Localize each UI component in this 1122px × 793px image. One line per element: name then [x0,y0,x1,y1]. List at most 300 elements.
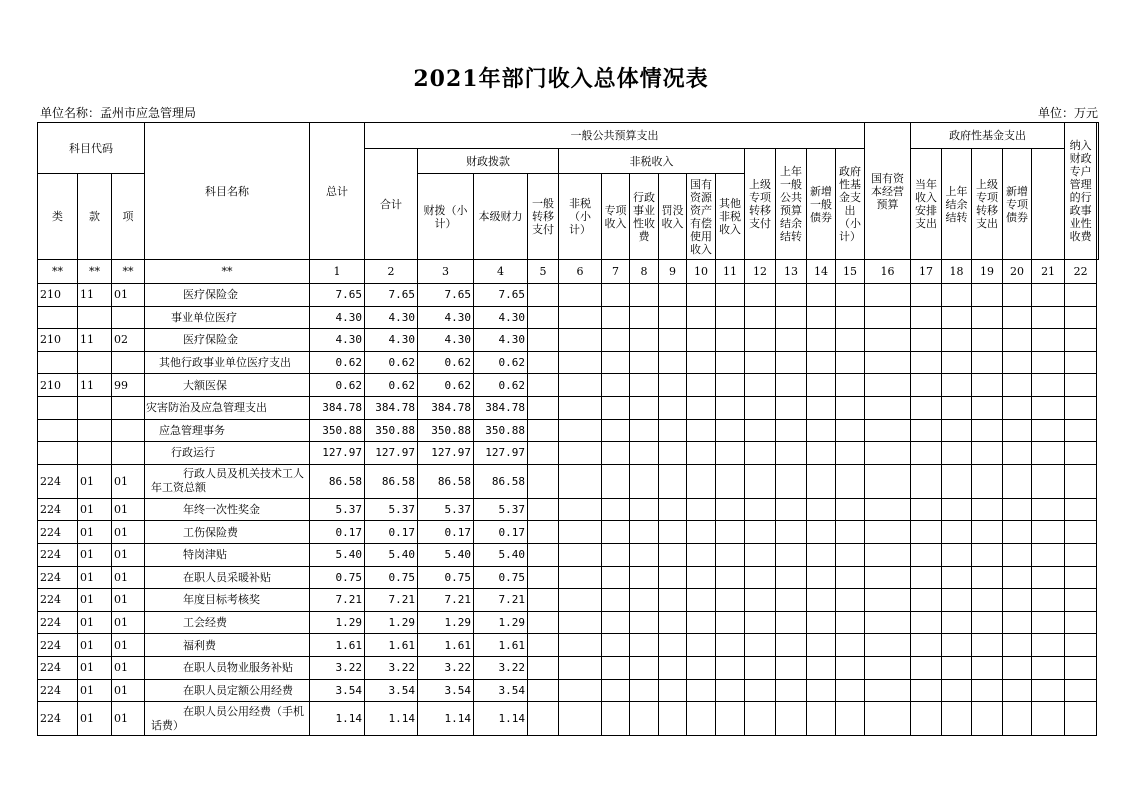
header-last-year-balance: 上年一般公共预算结余结转 [776,149,807,260]
cell-subtotal: 1.29 [365,611,418,634]
cell-subject-name: 年度目标考核奖 [145,589,310,612]
cell-total: 4.30 [310,329,365,352]
cell-empty [911,419,942,442]
cell-empty [687,566,716,589]
index-cell: 15 [836,260,865,284]
cell-empty [972,396,1003,419]
cell-subtotal: 3.54 [365,679,418,702]
cell-empty [1032,634,1065,657]
cell-empty [687,442,716,465]
cell-empty [1032,464,1065,498]
cell-kuan: 01 [78,656,112,679]
index-cell: ** [78,260,112,284]
table-row [38,442,1099,465]
cell-total: 7.65 [310,284,365,307]
cell-empty [807,589,836,612]
cell-empty [745,656,776,679]
cell-empty [745,702,776,736]
cell-empty [716,498,745,521]
header-state-capital: 国有资本经营预算 [865,123,911,260]
index-cell: 8 [630,260,659,284]
cell-lei [38,351,78,374]
cell-empty [716,521,745,544]
cell-empty [807,464,836,498]
table-row [38,656,1099,679]
header-nontax-sub: 非税（小计） [559,174,602,260]
cell-empty [1032,702,1065,736]
cell-empty [972,679,1003,702]
cell-lei: 210 [38,329,78,352]
cell-total: 0.62 [310,374,365,397]
cell-empty [1065,702,1097,736]
cell-xiang: 01 [112,543,145,566]
cell-kuan: 11 [78,284,112,307]
cell-empty [1065,589,1097,612]
cell-subject-name: 福利费 [145,634,310,657]
cell-empty [807,634,836,657]
cell-empty [687,679,716,702]
cell-empty [1032,329,1065,352]
cell-empty [659,419,687,442]
cell-empty [865,566,911,589]
cell-empty [972,442,1003,465]
cell-empty [745,419,776,442]
cell-empty [745,442,776,465]
cell-empty [745,611,776,634]
header-subtotal: 合计 [365,149,418,260]
cell-empty [972,284,1003,307]
index-cell: ** [112,260,145,284]
cell-subject-name: 其他行政事业单位医疗支出 [145,351,310,374]
cell-empty [687,419,716,442]
cell-empty [1003,351,1032,374]
cell-empty [1003,306,1032,329]
cell-subtotal: 0.17 [365,521,418,544]
cell-total: 1.61 [310,634,365,657]
header-fiscal-sub: 财拨（小计） [418,174,474,260]
cell-total: 3.54 [310,679,365,702]
cell-empty [807,329,836,352]
cell-empty [776,543,807,566]
index-cell: 4 [474,260,528,284]
cell-empty [807,396,836,419]
cell-empty [911,284,942,307]
cell-empty [972,611,1003,634]
cell-empty [687,329,716,352]
cell-empty [659,611,687,634]
page-title: 2021年部门收入总体情况表 [413,66,709,92]
cell-empty [559,374,602,397]
cell-empty [716,634,745,657]
cell-empty [942,543,972,566]
cell-empty [630,419,659,442]
index-cell: 21 [1032,260,1065,284]
cell-empty [716,679,745,702]
cell-empty [776,498,807,521]
cell-empty [659,464,687,498]
cell-empty [836,498,865,521]
cell-empty [836,351,865,374]
cell-empty [630,284,659,307]
cell-empty [1032,498,1065,521]
table-row [38,566,1099,589]
cell-lei: 224 [38,498,78,521]
cell-subject-name: 事业单位医疗 [145,306,310,329]
cell-empty [687,351,716,374]
cell-xiang [112,419,145,442]
cell-fiscal-sub: 5.40 [418,543,474,566]
cell-empty [559,419,602,442]
cell-empty [1003,419,1032,442]
cell-empty [807,306,836,329]
cell-subtotal: 5.37 [365,498,418,521]
cell-empty [630,464,659,498]
index-row [38,260,1099,284]
header-new-bonds: 新增一般债券 [807,149,836,260]
cell-empty [1065,351,1097,374]
header-local-fin: 本级财力 [474,174,528,260]
cell-empty [559,306,602,329]
cell-empty [630,351,659,374]
cell-empty [911,442,942,465]
cell-subtotal: 350.88 [365,419,418,442]
cell-lei: 224 [38,634,78,657]
cell-total: 384.78 [310,396,365,419]
cell-empty [776,396,807,419]
cell-empty [942,498,972,521]
cell-empty [1032,589,1065,612]
cell-empty [659,566,687,589]
cell-subject-name: 工会经费 [145,611,310,634]
cell-empty [745,589,776,612]
cell-empty [630,656,659,679]
cell-empty [776,634,807,657]
cell-empty [942,351,972,374]
cell-xiang: 01 [112,611,145,634]
header-total: 总计 [310,123,365,260]
cell-empty [602,442,630,465]
cell-empty [1003,679,1032,702]
cell-empty [1003,521,1032,544]
cell-kuan: 01 [78,634,112,657]
cell-empty [776,589,807,612]
cell-empty [942,464,972,498]
cell-empty [687,284,716,307]
cell-empty [687,656,716,679]
cell-subject-name: 应急管理事务 [145,419,310,442]
cell-empty [630,442,659,465]
cell-empty [559,543,602,566]
cell-lei: 210 [38,284,78,307]
cell-total: 127.97 [310,442,365,465]
cell-empty [807,284,836,307]
cell-empty [776,306,807,329]
cell-empty [942,521,972,544]
cell-empty [972,589,1003,612]
cell-empty [602,498,630,521]
header-xiang: 项 [112,174,145,260]
cell-empty [630,679,659,702]
cell-empty [716,464,745,498]
cell-empty [745,351,776,374]
cell-empty [942,679,972,702]
cell-empty [528,498,559,521]
cell-empty [602,679,630,702]
cell-empty [559,702,602,736]
index-cell: 11 [716,260,745,284]
cell-empty [1065,306,1097,329]
cell-empty [776,611,807,634]
cell-empty [972,351,1003,374]
cell-empty [745,543,776,566]
cell-fiscal-sub: 127.97 [418,442,474,465]
cell-empty [659,543,687,566]
cell-empty [716,329,745,352]
cell-empty [865,396,911,419]
cell-empty [528,543,559,566]
cell-empty [865,442,911,465]
cell-empty [630,702,659,736]
cell-empty [1003,566,1032,589]
cell-local-fin: 4.30 [474,306,528,329]
cell-empty [687,396,716,419]
cell-subtotal: 1.14 [365,702,418,736]
cell-empty [602,374,630,397]
index-cell: 3 [418,260,474,284]
cell-empty [1032,396,1065,419]
cell-empty [836,419,865,442]
cell-empty [1003,396,1032,419]
cell-empty [1032,679,1065,702]
cell-empty [1032,284,1065,307]
cell-empty [659,656,687,679]
cell-empty [1065,498,1097,521]
cell-local-fin: 5.37 [474,498,528,521]
cell-empty [942,329,972,352]
cell-empty [559,351,602,374]
table-row [38,611,1099,634]
table-row [38,396,1099,419]
cell-empty [836,464,865,498]
cell-empty [911,521,942,544]
cell-xiang: 01 [112,498,145,521]
cell-fiscal-sub: 0.75 [418,566,474,589]
cell-local-fin: 0.62 [474,351,528,374]
cell-empty [602,329,630,352]
cell-local-fin: 0.17 [474,521,528,544]
cell-empty [911,589,942,612]
cell-empty [1032,566,1065,589]
cell-empty [972,566,1003,589]
cell-empty [559,498,602,521]
cell-empty [602,611,630,634]
cell-empty [630,589,659,612]
cell-local-fin: 127.97 [474,442,528,465]
cell-total: 1.14 [310,702,365,736]
cell-fiscal-sub: 7.65 [418,284,474,307]
cell-empty [865,306,911,329]
cell-total: 0.62 [310,351,365,374]
cell-empty [602,396,630,419]
cell-empty [745,284,776,307]
cell-empty [1032,656,1065,679]
cell-empty [836,634,865,657]
cell-empty [776,374,807,397]
cell-empty [659,498,687,521]
cell-empty [1065,329,1097,352]
cell-empty [745,306,776,329]
index-cell: 16 [865,260,911,284]
header-admin-fee: 行政事业性收费 [630,174,659,260]
cell-empty [836,521,865,544]
header-special-account: 纳入财政专户管理的行政事业性收费 [1065,123,1097,260]
cell-fiscal-sub: 3.22 [418,656,474,679]
cell-empty [687,498,716,521]
cell-empty [1032,521,1065,544]
cell-empty [745,396,776,419]
header-nontax-income: 非税收入 [559,149,745,174]
cell-fiscal-sub: 384.78 [418,396,474,419]
table-row [38,374,1099,397]
cell-lei: 224 [38,679,78,702]
cell-empty [942,656,972,679]
cell-fiscal-sub: 0.62 [418,374,474,397]
cell-empty [687,374,716,397]
cell-empty [807,679,836,702]
cell-empty [745,464,776,498]
cell-empty [602,656,630,679]
cell-lei [38,442,78,465]
cell-local-fin: 350.88 [474,419,528,442]
index-cell: 5 [528,260,559,284]
cell-subject-name: 医疗保险金 [145,329,310,352]
header-upper-special: 上级专项转移支出 [972,149,1003,260]
cell-empty [1003,464,1032,498]
table-row [38,521,1099,544]
cell-subject-name: 在职人员公用经费（手机话费） [145,702,310,736]
header-subject-name: 科目名称 [145,123,310,260]
cell-empty [807,419,836,442]
cell-empty [1065,442,1097,465]
cell-empty [716,374,745,397]
cell-empty [602,419,630,442]
cell-subtotal: 0.62 [365,374,418,397]
header-fines: 罚没收入 [659,174,687,260]
header-state-asset: 国有资源资产有偿使用收入 [687,174,716,260]
cell-local-fin: 1.29 [474,611,528,634]
cell-empty [659,374,687,397]
cell-empty [1003,543,1032,566]
cell-empty [776,566,807,589]
cell-empty [559,442,602,465]
cell-empty [776,419,807,442]
cell-empty [807,351,836,374]
cell-subject-name: 在职人员物业服务补贴 [145,656,310,679]
cell-empty [716,611,745,634]
cell-fiscal-sub: 7.21 [418,589,474,612]
cell-local-fin: 4.30 [474,329,528,352]
cell-empty [972,329,1003,352]
header-kuan: 款 [78,174,112,260]
cell-subtotal: 5.40 [365,543,418,566]
cell-empty [1065,566,1097,589]
cell-subtotal: 1.61 [365,634,418,657]
cell-empty [972,702,1003,736]
index-cell: 14 [807,260,836,284]
cell-empty [1032,611,1065,634]
cell-empty [972,464,1003,498]
cell-kuan: 01 [78,589,112,612]
cell-empty [602,351,630,374]
cell-subtotal: 3.22 [365,656,418,679]
cell-total: 0.75 [310,566,365,589]
cell-empty [1065,374,1097,397]
cell-empty [807,442,836,465]
index-cell: ** [38,260,78,284]
cell-empty [865,543,911,566]
cell-empty [745,679,776,702]
cell-empty [528,656,559,679]
index-cell: 20 [1003,260,1032,284]
cell-empty [528,611,559,634]
cell-empty [942,306,972,329]
cell-fiscal-sub: 5.37 [418,498,474,521]
cell-kuan [78,419,112,442]
cell-empty [1003,611,1032,634]
cell-empty [942,442,972,465]
cell-empty [1003,702,1032,736]
cell-empty [602,543,630,566]
cell-empty [1003,498,1032,521]
cell-empty [1065,679,1097,702]
header-current-year: 当年收入安排支出 [911,149,942,260]
cell-local-fin: 7.65 [474,284,528,307]
cell-empty [807,566,836,589]
cell-empty [836,374,865,397]
cell-local-fin: 384.78 [474,396,528,419]
cell-empty [528,566,559,589]
index-cell: 12 [745,260,776,284]
cell-empty [528,679,559,702]
cell-kuan: 01 [78,611,112,634]
cell-kuan [78,306,112,329]
cell-empty [911,656,942,679]
cell-empty [807,498,836,521]
cell-empty [942,589,972,612]
cell-subtotal: 4.30 [365,306,418,329]
cell-empty [602,464,630,498]
cell-empty [972,543,1003,566]
header-last-year-carry: 上年结余结转 [942,149,972,260]
cell-empty [559,464,602,498]
cell-lei: 224 [38,589,78,612]
cell-empty [807,543,836,566]
cell-empty [836,306,865,329]
cell-empty [911,498,942,521]
cell-empty [630,611,659,634]
cell-fiscal-sub: 0.17 [418,521,474,544]
cell-empty [687,611,716,634]
cell-empty [836,589,865,612]
cell-local-fin: 0.62 [474,374,528,397]
cell-empty [1065,419,1097,442]
cell-empty [865,679,911,702]
cell-lei: 224 [38,543,78,566]
cell-fiscal-sub: 4.30 [418,306,474,329]
cell-empty [836,284,865,307]
cell-fiscal-sub: 4.30 [418,329,474,352]
cell-kuan: 01 [78,498,112,521]
